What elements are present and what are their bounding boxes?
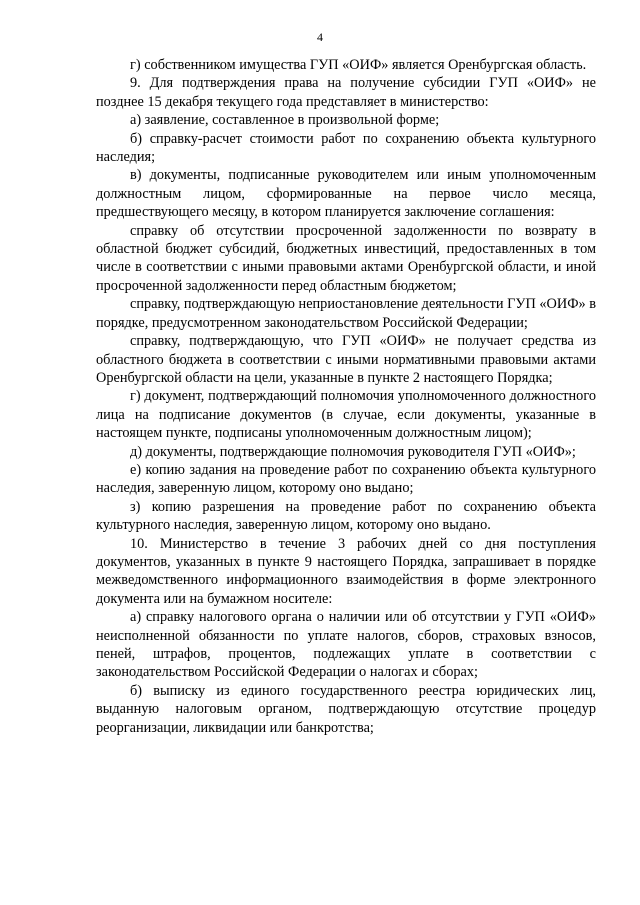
paragraph-item-9: 9. Для подтверждения права на получение субсидии ГУП «ОИФ» не позднее 15 декабря текущего года представляет в министерство: [96, 75, 596, 110]
paragraph-9a: а) заявление, составленное в произвольной форме; [130, 112, 440, 129]
paragraph-funding-certificate: справку, подтверждающую, что ГУП «ОИФ» не получает средства из областного бюджета в соответствии с иными нормативными правовыми актами Оренбургской области на цели, указанные в пункте 2 настоящего Порядка; [96, 333, 596, 386]
paragraph-activity-certificate: справку, подтверждающую неприостановление деятельности ГУП «ОИФ» в порядке, предусмотренном законодательством Российской Федерации; [96, 296, 596, 331]
paragraph-9v: в) документы, подписанные руководителем или иным уполномоченным должностным лицом, сформированные на первое число месяца, предшествующего месяцу, в котором планируется заключение соглашения: [96, 167, 596, 221]
paragraph-9g: г) документ, подтверждающий полномочия уполномоченного должностного лица на подписание документов (в случае, если документы, указанные в настоящем пункте, подписаны уполномоченным должностным лицом); [96, 388, 596, 442]
paragraph-debt-certificate: справку об отсутствии просроченной задолженности по возврату в областной бюджет субсидий, бюджетных инвестиций, предоставленных в том числе в соответствии с иными правовыми актами Оренбургской области, и иной просроченной задолженности перед областным бюджетом; [96, 222, 596, 294]
paragraph-9d: д) документы, подтверждающие полномочия руководителя ГУП «ОИФ»; [130, 443, 576, 460]
paragraph-owner: г) собственником имущества ГУП «ОИФ» является Оренбургская область. [130, 57, 587, 73]
paragraph-item-10: 10. Министерство в течение 3 рабочих дней со дня поступления документов, указанных в пункте 9 настоящего Порядка, запрашивает в порядке межведомственного информационного взаимодействия в форме электронного документа или на бумажном носителе: [96, 535, 596, 607]
paragraph-10b: б) выписку из единого государственного реестра юридических лиц, выданную налоговым органом, подтверждающую отсутствие процедур реорганизации, ликвидации или банкротства; [96, 682, 596, 736]
paragraph-10a: а) справку налогового органа о наличии или об отсутствии у ГУП «ОИФ» неисполненной обязанности по уплате налогов, сборов, страховых взносов, пеней, штрафов, процентов, подлежащих уплате в соответствии с законодательством Российской Федерации о налогах и сборах; [96, 609, 596, 681]
paragraph-9z: з) копию разрешения на проведение работ по сохранению объекта культурного наследия, заверенную лицом, которому оно выдано. [96, 498, 596, 534]
document-body [96, 56, 596, 737]
paragraph-9b: б) справку-расчет стоимости работ по сохранению объекта культурного наследия; [96, 130, 596, 166]
page-number: 4 [317, 30, 323, 44]
paragraph-9e: е) копию задания на проведение работ по сохранению объекта культурного наследия, заверенную лицом, которому оно выдано; [96, 461, 596, 497]
